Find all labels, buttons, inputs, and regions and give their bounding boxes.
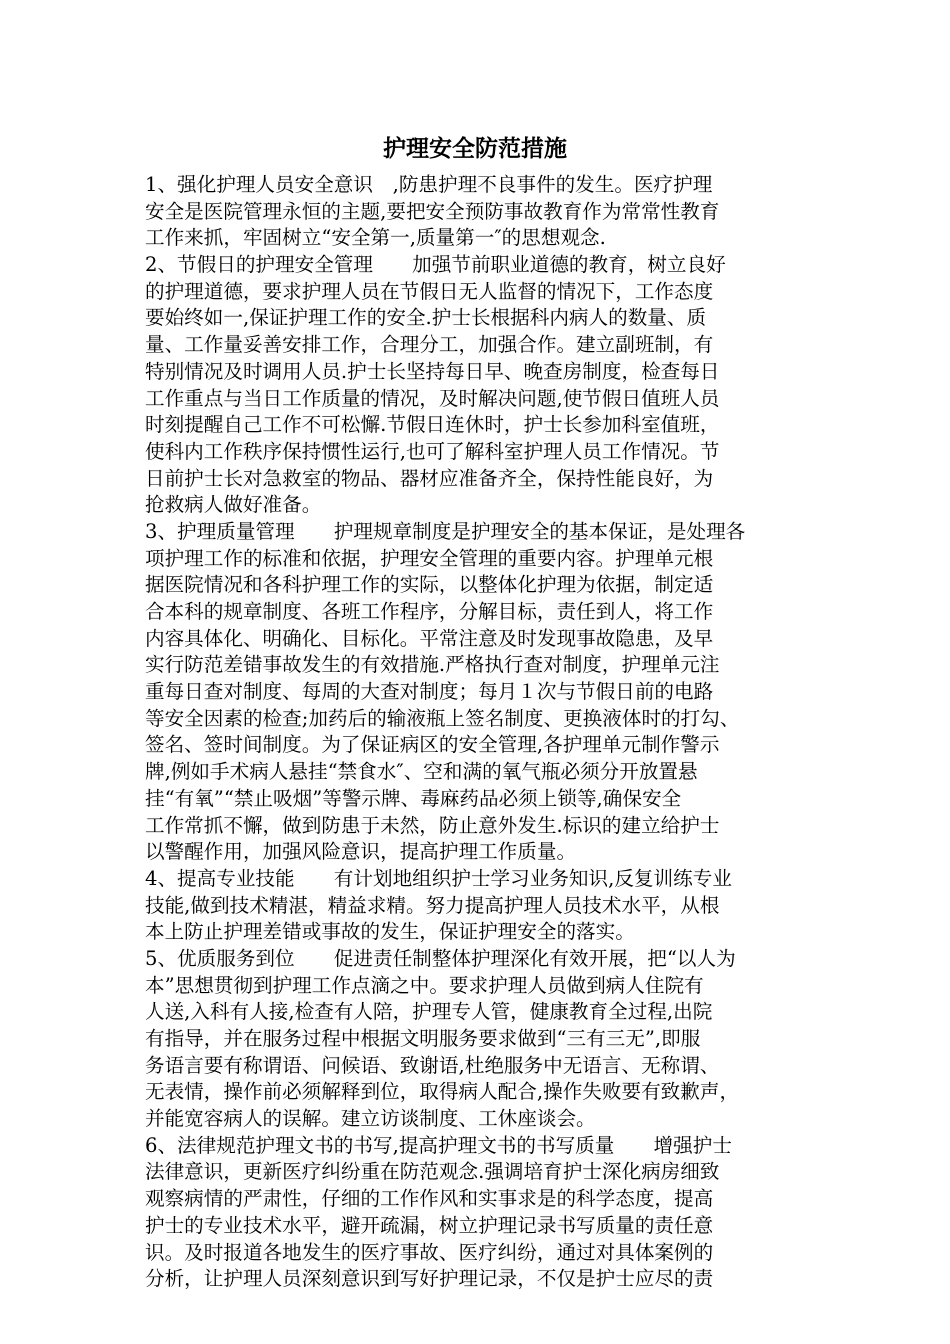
body-text-line: 以警醒作用，加强风险意识，提高护理工作质量。 <box>145 840 577 864</box>
body-text-line: 5、优质服务到位 促进责任制整体护理深化有效开展，把“以人为 <box>145 946 736 970</box>
body-text-line: 4、提高专业技能 有计划地组织护士学习业务知识,反复训练专业 <box>145 866 732 890</box>
body-text-line: 务语言要有称谓语、问候语、致谢语,杜绝服务中无语言、无称谓、 <box>145 1053 720 1077</box>
body-text-line: 工作来抓，牢固树立“安全第一,质量第一″的思想观念. <box>145 226 606 250</box>
body-text-line: 有指导，并在服务过程中根据文明服务要求做到“三有三无”,即服 <box>145 1027 701 1050</box>
body-text-line: 2、节假日的护理安全管理 加强节前职业道德的教育，树立良好 <box>145 253 726 277</box>
body-text-line: 量、工作量妥善安排工作，合理分工，加强合作。建立副班制，有 <box>145 333 714 357</box>
body-text-line: 1、强化护理人员安全意识 ,防患护理不良事件的发生。医疗护理 <box>145 173 713 196</box>
body-text-line: 牌,例如手术病人悬挂“禁食水″、空和满的氧气瓶必须分开放置悬 <box>145 760 698 784</box>
body-text-line: 无表情，操作前必须解释到位，取得病人配合,操作失败要有致歉声， <box>145 1080 740 1104</box>
body-text-line: 等安全因素的检查;加药后的输液瓶上签名制度、更换液体时的打勾、 <box>145 706 740 730</box>
body-text-line: 的护理道德，要求护理人员在节假日无人监督的情况下，工作态度 <box>145 279 714 303</box>
body-text-line: 内容具体化、明确化、目标化。平常注意及时发现事故隐患，及早 <box>145 626 714 650</box>
document-body <box>145 172 815 1293</box>
body-text-line: 观察病情的严肃性，仔细的工作作风和实事求是的科学态度，提高 <box>145 1187 714 1211</box>
body-text-line: 人送,入科有人接,检查有人陪，护理专人管，健康教育全过程,出院 <box>145 1000 713 1024</box>
body-text-line: 工作常抓不懈，做到防患于未然，防止意外发生.标识的建立给护士 <box>145 813 720 837</box>
body-text-line: 挂“有氧”“禁止吸烟”等警示牌、毒麻药品必须上锁等,确保安全 <box>145 786 682 810</box>
body-text-line: 安全是医院管理永恒的主题,要把安全预防事故教育作为常常性教育 <box>145 199 720 223</box>
body-text-line: 工作重点与当日工作质量的情况，及时解决问题,使节假日值班人员 <box>145 386 720 410</box>
body-text-line: 6、法律规范护理文书的书写,提高护理文书的书写质量 增强护士 <box>145 1133 732 1157</box>
body-text-line: 时刻提醒自己工作不可松懈.节假日连休时，护士长参加科室值班， <box>145 413 720 437</box>
body-text-line: 特别情况及时调用人员.护士长坚持每日早、晚查房制度，检查每日 <box>145 359 720 383</box>
body-text-line: 本上防止护理差错或事故的发生，保证护理安全的落实。 <box>145 920 635 944</box>
body-text-line: 并能宽容病人的误解。建立访谈制度、工休座谈会。 <box>145 1107 596 1131</box>
body-text-line: 识。及时报道各地发生的医疗事故、医疗纠纷，通过对具体案例的 <box>145 1240 714 1264</box>
body-text-line: 护士的专业技术水平，避开疏漏，树立护理记录书写质量的责任意 <box>145 1213 714 1237</box>
body-text-line: 分析，让护理人员深刻意识到写好护理记录，不仅是护士应尽的责 <box>145 1267 714 1291</box>
body-text-line: 使科内工作秩序保持惯性运行,也可了解科室护理人员工作情况。节 <box>145 439 720 463</box>
body-text-line: 要始终如一,保证护理工作的安全.护士长根据科内病人的数量、质 <box>145 306 707 330</box>
body-text-line: 3、护理质量管理 护理规章制度是护理安全的基本保证，是处理各 <box>145 519 746 543</box>
body-text-line: 实行防范差错事故发生的有效措施.严格执行查对制度，护理单元注 <box>145 653 720 677</box>
body-text-line: 日前护士长对急救室的物品、器材应准备齐全，保持性能良好，为 <box>145 466 714 490</box>
body-text-line: 本”思想贯彻到护理工作点滴之中。要求护理人员做到病人住院有 <box>145 973 704 997</box>
body-text-line: 据医院情况和各科护理工作的实际，以整体化护理为依据，制定适 <box>145 573 714 597</box>
body-text-line: 签名、签时间制度。为了保证病区的安全管理,各护理单元制作警示 <box>145 733 720 757</box>
body-text-line: 抢救病人做好准备。 <box>145 493 322 517</box>
body-text-line: 合本科的规章制度、各班工作程序，分解目标，责任到人，将工作 <box>145 600 714 623</box>
body-text-line: 项护理工作的标准和依据，护理安全管理的重要内容。护理单元根 <box>145 546 714 570</box>
document-title: 护理安全防范措施 <box>383 135 567 162</box>
body-text-line: 重每日查对制度、每周的大查对制度；每月１次与节假日前的电路 <box>145 680 714 704</box>
body-text-line: 技能,做到技术精湛，精益求精。努力提高护理人员技术水平，从根 <box>145 893 720 917</box>
body-text-line: 法律意识，更新医疗纠纷重在防范观念.强调培育护士深化病房细致 <box>145 1160 720 1184</box>
